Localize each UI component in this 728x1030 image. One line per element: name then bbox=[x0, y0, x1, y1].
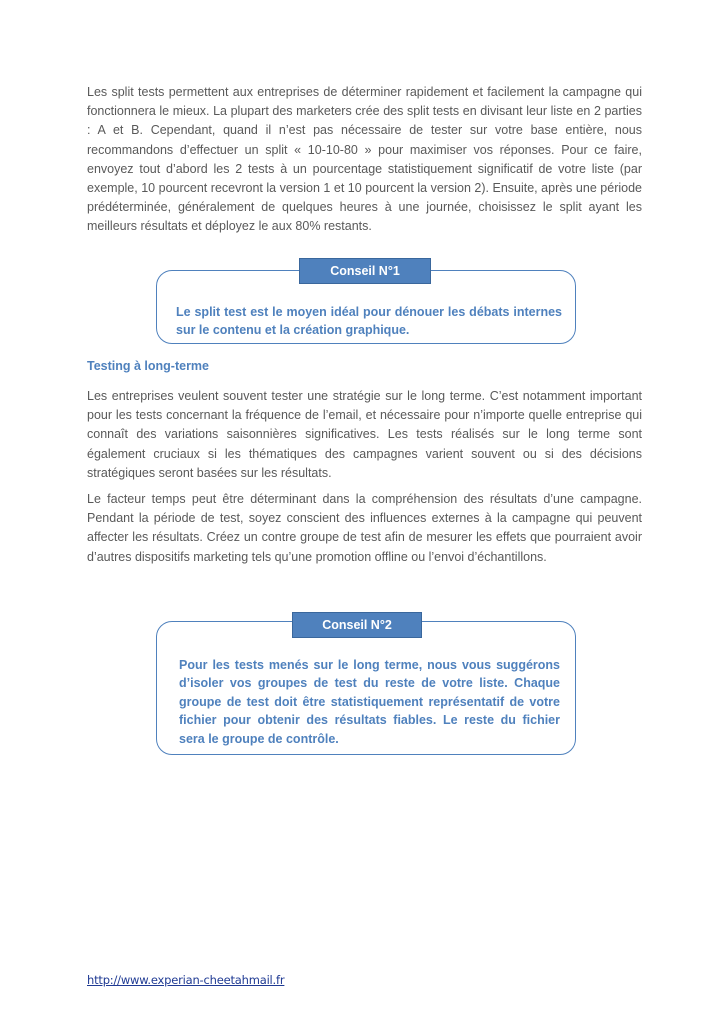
long-term-paragraph: Les entreprises veulent souvent tester une stratégie sur le long terme. C’est notamment important pour les tests concernant la fréquence de l’email, et nécessaire pour n’importe quelle entreprise qui connaît des variations saisonnières significatives. Les tests réalisés sur le long terme sont également cruciaux si les thématiques des campagnes varient souvent ou si des décisions stratégiques seront basées sur les résultats. bbox=[87, 389, 642, 480]
section-heading-long-term: Testing à long-terme bbox=[87, 359, 210, 373]
tip-label-2: Conseil N°2 bbox=[292, 612, 422, 638]
tip-label-1: Conseil N°1 bbox=[299, 258, 431, 284]
time-factor-paragraph: Le facteur temps peut être déterminant dans la compréhension des résultats d’une campagne. Pendant la période de test, soyez conscient des influences externes à la campagne qui peuvent affecter les résultats. Créez un contre groupe de test afin de mesurer les effets que pourraient avoir d’autres dispositifs marketing tels qu’une promotion offline ou l’envoi d’échantillons. bbox=[87, 492, 642, 564]
footer-website-link[interactable]: http://www.experian-cheetahmail.fr bbox=[87, 973, 285, 987]
tip-text-1: Le split test est le moyen idéal pour dénouer les débats internes sur le contenu et la création graphique. bbox=[176, 305, 562, 338]
tip-text-2: Pour les tests menés sur le long terme, nous vous suggérons d’isoler vos groupes de test du reste de votre liste. Chaque groupe de test doit être statistiquement représentatif de votre fichier pour obtenir des résultats fiables. Le reste du fichier sera le groupe de contrôle. bbox=[179, 658, 560, 746]
intro-paragraph: Les split tests permettent aux entreprises de déterminer rapidement et facilement la campagne qui fonctionnera le mieux. La plupart des marketers crée des split tests en divisant leur liste en 2 parties : A et B. Cependant, quand il n’est pas nécessaire de tester sur votre base entière, nous recommandons d’effectuer un split « 10-10-80 » pour maximiser vos réponses. Pour ce faire, envoyez tout d’abord les 2 tests à un pourcentage statistiquement significatif de votre liste (par exemple, 10 pourcent recevront la version 1 et 10 pourcent la version 2). Ensuite, après une période prédéterminée, généralement de quelques heures à une journée, choisissez le split ayant les meilleurs résultats et déployez le aux 80% restants. bbox=[87, 85, 642, 234]
